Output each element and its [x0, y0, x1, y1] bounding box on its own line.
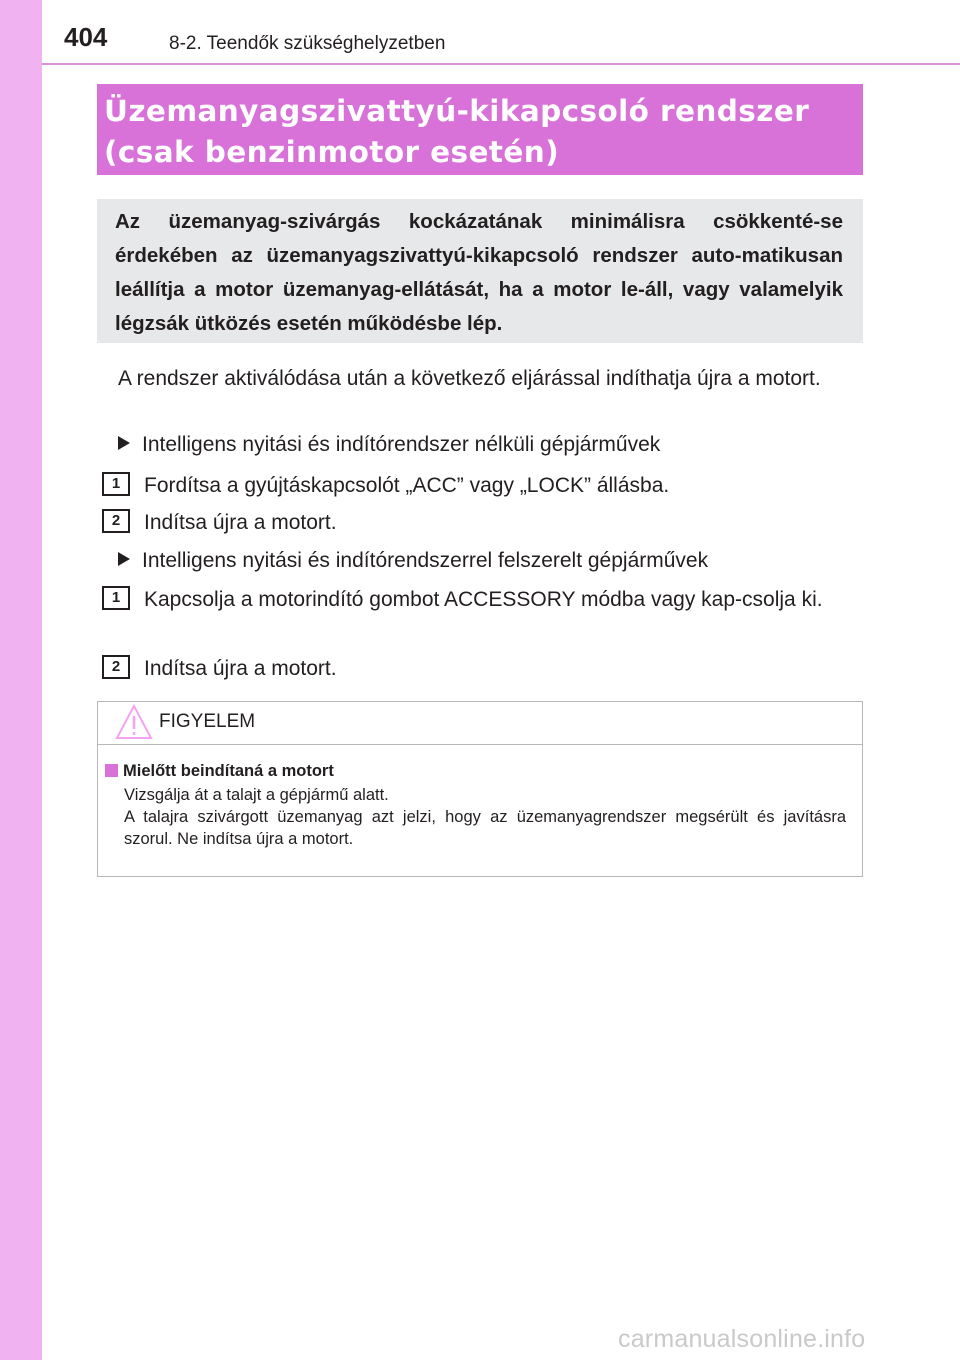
watermark: carmanualsonline.info [618, 1325, 866, 1353]
warning-header [98, 702, 862, 745]
square-bullet-icon [105, 764, 118, 777]
section-heading-1 [118, 430, 660, 460]
step-text: Indítsa újra a motort. [144, 657, 337, 680]
page-title [104, 91, 857, 173]
warning-triangle-icon [115, 703, 153, 741]
running-header: 8-2. Teendők szükséghelyzetben [169, 33, 446, 54]
title-box [97, 84, 863, 175]
section-heading-text: Intelligens nyitási és indítórendszerrel felszerelt gépjárművek [142, 549, 709, 572]
side-band [0, 0, 42, 1360]
warning-subheading-text: Mielőtt beindítaná a motort [123, 762, 334, 780]
step-number-badge: 1 [102, 586, 130, 610]
title-line-2: (csak benzinmotor esetén) [104, 135, 560, 169]
section-heading-text: Intelligens nyitási és indítórendszer nélküli gépjárművek [142, 433, 661, 456]
warning-box [97, 701, 863, 877]
intro-text: Az üzemanyag-szivárgás kockázatának minimálisra csökkenté-se érdekében az üzemanyagszivattyú-kikapcsoló rendszer auto-matikusan leállítja a motor üzemanyag-ellátását, ha a motor le-áll, vagy valamelyik légzsák ütközés esetén működésbe lép. [115, 210, 843, 335]
step-text: Kapcsolja a motorindító gombot ACCESSORY módba vagy kap-csolja ki. [144, 588, 823, 611]
header-rule [42, 63, 960, 65]
step-text: Indítsa újra a motort. [144, 511, 337, 534]
warning-label: FIGYELEM [159, 711, 256, 732]
triangle-bullet-icon [118, 436, 130, 450]
page-number: 404 [64, 22, 108, 52]
section-heading-2 [118, 546, 708, 576]
title-line-1: Üzemanyagszivattyú-kikapcsoló rendszer [104, 94, 810, 128]
warning-subheading [105, 762, 334, 781]
warning-line-2: A talajra szivárgott üzemanyag azt jelzi, hogy az üzemanyagrendszer megsérült és javításra szorul. Ne indítsa újra a motort. [124, 808, 846, 848]
step-number-badge: 2 [102, 509, 130, 533]
warning-line-1: Vizsgálja át a talajt a gépjármű alatt. [124, 786, 389, 804]
body-paragraph: A rendszer aktiválódása után a következő eljárással indíthatja újra a motort. [118, 367, 821, 390]
step-number-badge: 1 [102, 472, 130, 496]
intro-box [97, 199, 863, 343]
step-text: Fordítsa a gyújtáskapcsolót „ACC” vagy „LOCK” állásba. [144, 474, 670, 497]
warning-text [124, 784, 846, 850]
step-number-badge: 2 [102, 655, 130, 679]
triangle-bullet-icon [118, 552, 130, 566]
